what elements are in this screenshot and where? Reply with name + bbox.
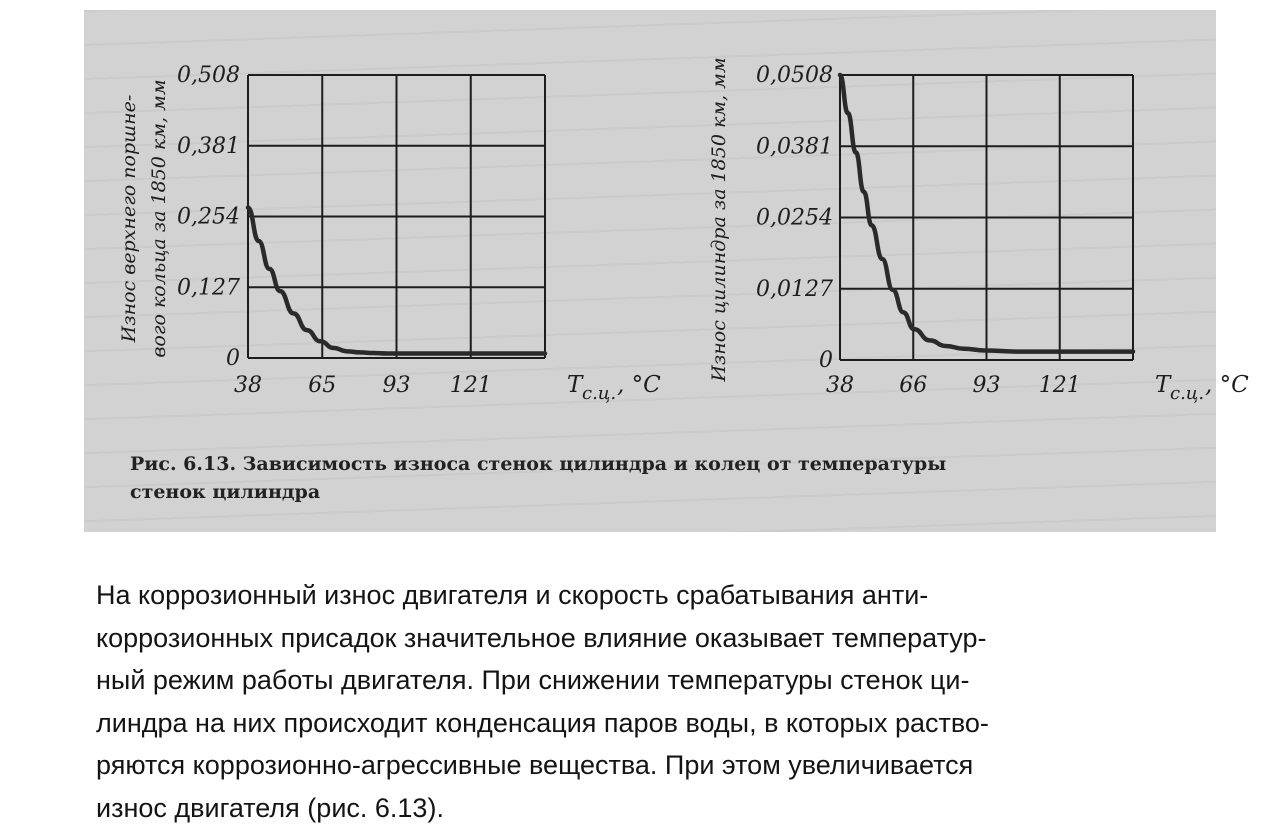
- y-tick-label: 0,0381: [756, 134, 833, 160]
- x-axis-label-subscript: с.ц.: [1170, 383, 1205, 404]
- x-tick-label: 93: [972, 373, 1001, 398]
- y-tick-label: 0,0254: [756, 205, 833, 231]
- x-tick-label: 121: [449, 373, 492, 398]
- x-axis-label-unit: , °С: [617, 372, 661, 398]
- x-tick-label: 121: [1038, 373, 1081, 398]
- figure-caption-line2: стенок цилиндра: [130, 481, 321, 503]
- y-tick-label: 0,0127: [756, 276, 833, 302]
- x-tick-label: 38: [234, 373, 262, 398]
- x-tick-label: 66: [899, 373, 928, 398]
- x-tick-label: 93: [382, 373, 411, 398]
- y-tick-label: 0,127: [177, 275, 240, 301]
- y-tick-label: 0: [226, 346, 240, 371]
- chart-1: [118, 63, 661, 404]
- x-axis-label: T: [1155, 372, 1171, 398]
- figure-caption: [130, 450, 1190, 506]
- x-tick-label: 65: [308, 373, 337, 398]
- x-axis-label-unit: , °С: [1205, 372, 1249, 398]
- y-axis-label: вого кольца за 1850 км, мм: [148, 79, 170, 358]
- y-tick-label: 0,508: [177, 63, 240, 88]
- x-axis-label: T: [567, 372, 583, 398]
- body-paragraph: На коррозионный износ двигателя и скорость срабатывания анти- коррозионных присадок значительное влияние оказывает температур- ный режим работы двигателя. При снижении температуры стенок ци- линдра на них происходит конденсация паров воды, в которых раство- ряются коррозионно-агрессивные вещества. При этом увеличивается износ двигателя (рис. 6.13).: [96, 580, 989, 823]
- y-axis-label: Износ верхнего поршне-: [118, 94, 140, 343]
- y-tick-label: 0,254: [177, 204, 240, 230]
- x-axis-label-subscript: с.ц.: [582, 383, 617, 404]
- chart-2: [708, 57, 1249, 404]
- y-axis-label: Износ цилиндра за 1850 км, мм: [708, 57, 730, 382]
- x-tick-label: 38: [826, 373, 854, 398]
- y-tick-label: 0,0508: [756, 63, 833, 88]
- y-tick-label: 0,381: [177, 133, 240, 159]
- y-tick-label: 0: [819, 348, 833, 373]
- figure-caption-line1: Рис. 6.13. Зависимость износа стенок цилиндра и колец от температуры: [130, 453, 947, 475]
